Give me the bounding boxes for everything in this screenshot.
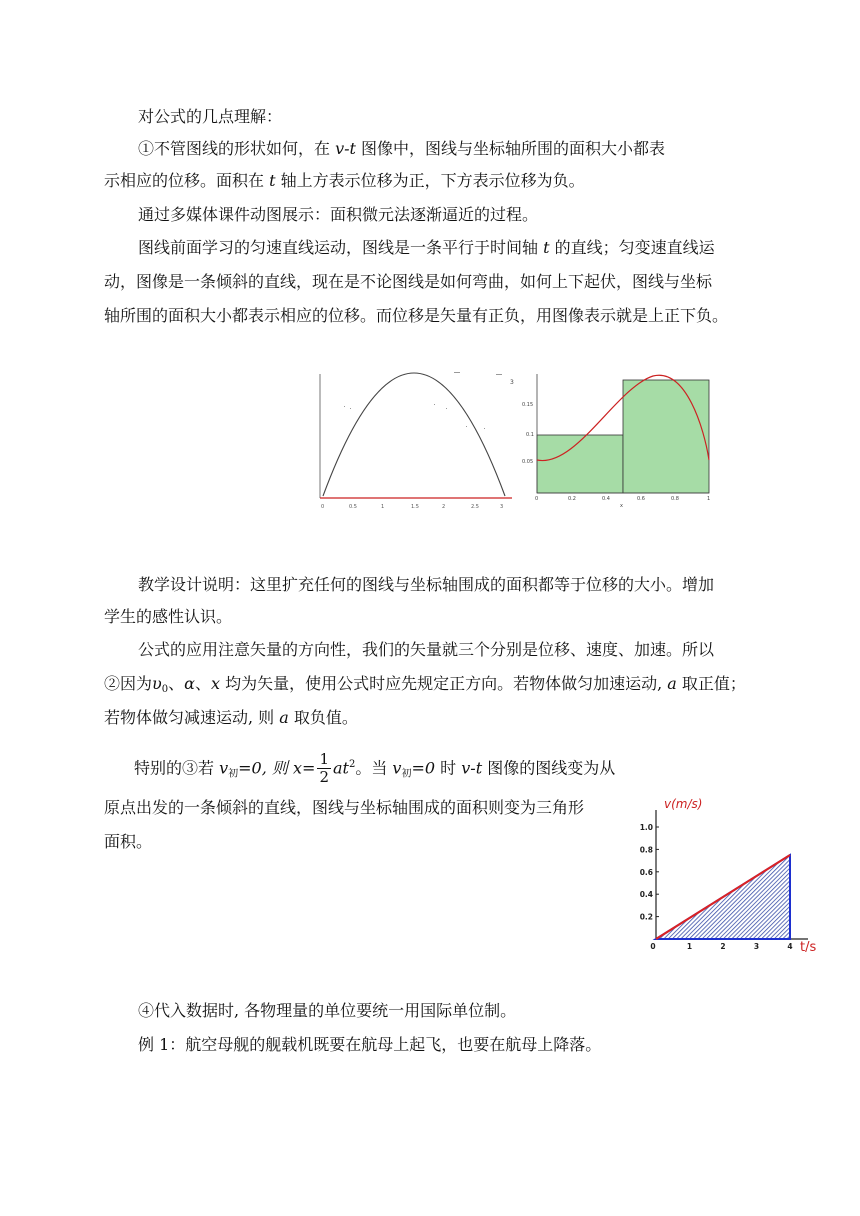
tick-label: 3	[500, 504, 504, 510]
text: 取正值；	[676, 674, 746, 693]
text: 动，图像是一条倾斜的直线，现在是不论图线是如何弯曲，如何上下起伏，图线与坐标	[104, 272, 713, 291]
right-fig-x-ticks	[535, 496, 710, 502]
t-symbol: t	[543, 238, 550, 257]
text: 、	[168, 674, 185, 693]
tick-label: 0	[321, 504, 325, 510]
alpha-symbol: α	[184, 674, 195, 693]
tick-label: 0.05	[522, 459, 534, 465]
text: 、	[194, 674, 211, 693]
paragraph-heading	[138, 107, 282, 127]
tick-label: 2	[442, 504, 446, 510]
subscript: 初	[401, 768, 412, 780]
subscript: 初	[228, 768, 239, 780]
y-tick-label: 0.8	[639, 845, 653, 855]
text: 图线前面学习的匀速直线运动，图线是一条平行于时间轴	[138, 238, 544, 257]
text: 轴上方表示位移为正，下方表示位移为负。	[275, 171, 585, 190]
x-tick-label: 2	[720, 942, 726, 951]
x-tick-label: 3	[753, 942, 760, 951]
t-symbol: t	[269, 171, 276, 190]
text: =0	[411, 758, 436, 778]
vt-symbol: v-t	[461, 758, 483, 778]
text: 取负值。	[288, 708, 358, 727]
paragraph-4-line-1	[138, 575, 714, 595]
vt-chart-marks	[656, 855, 790, 939]
text: =	[302, 758, 316, 778]
text: 轴所围的面积大小都表示相应的位移。而位移是矢量有正负，用图像表示就是上正下负。	[104, 306, 729, 325]
left-fig-dots	[344, 372, 502, 429]
y-axis-label: v(m/s)	[664, 797, 703, 811]
paragraph-3-line-3	[104, 306, 728, 326]
text: 均为矢量，使用公式时应先规定正方向。若物体做匀加速运动,	[220, 674, 668, 693]
v-symbol: v	[219, 758, 229, 778]
a-symbol: a	[667, 674, 677, 693]
y-tick-label: 0.2	[639, 912, 653, 922]
paragraph-6-line-3	[104, 832, 152, 852]
x-axis-label: t/s	[800, 940, 817, 955]
text: 图像的图线变为从	[482, 758, 616, 778]
fraction	[317, 751, 331, 786]
v-symbol: υ	[152, 674, 162, 693]
text: ②因为	[104, 674, 153, 693]
paragraph-7	[138, 1001, 516, 1021]
tick-label: 0	[535, 496, 539, 502]
text: 示相应的位移。面积在	[104, 171, 270, 190]
subscript: 0	[161, 684, 169, 695]
text: ①不管图线的形状如何，在	[138, 139, 336, 158]
tick-label: 0.6	[637, 496, 645, 502]
right-fig-y-ticks	[522, 402, 534, 465]
v-symbol: v	[392, 758, 402, 778]
denominator: 2	[319, 768, 329, 787]
vt-chart	[630, 794, 822, 958]
y-tick-label: 1.0	[639, 823, 653, 832]
x-symbol: x	[210, 674, 220, 693]
text: 时	[435, 758, 462, 778]
text: 教学设计说明：这里扩充任何的图线与坐标轴围成的面积都等于位移的大小。增加	[138, 575, 715, 594]
tick-label: 0.8	[671, 496, 679, 502]
left-fig-x-ticks	[321, 504, 503, 510]
tick-label: 0.2	[568, 496, 576, 502]
tick-label: 1.5	[411, 504, 419, 510]
paragraph-3-line-2	[104, 272, 712, 292]
y-tick-label: 0.4	[639, 890, 653, 900]
text: 若物体做匀减速运动, 则	[104, 708, 280, 727]
x-axis-label: x	[620, 503, 623, 509]
paragraph-2	[138, 205, 538, 225]
text: 学生的感性认识。	[104, 607, 233, 626]
heading-text: 对公式的几点理解：	[138, 107, 283, 126]
tick-label: 0.5	[349, 504, 357, 510]
text: =0, 则	[238, 758, 293, 778]
tick-label: 1	[707, 496, 711, 502]
tick-label: 0.4	[602, 496, 610, 502]
paragraph-6-line-2	[104, 798, 584, 818]
tick-label: 0.1	[526, 432, 534, 438]
paragraph-5-line-2	[104, 674, 746, 700]
y-tick-label: 0.6	[639, 867, 653, 877]
text: 例 1：航空母舰的舰载机既要在航母上起飞，也要在航母上降落。	[138, 1035, 602, 1054]
x-tick-label: 0	[650, 942, 656, 951]
paragraph-3-line-1	[138, 238, 715, 258]
text: 面积。	[104, 832, 153, 851]
tick-label: 1	[381, 504, 385, 510]
paragraph-5-line-1	[138, 640, 714, 660]
paragraph-6-line-1	[134, 748, 615, 791]
superscript: 2	[348, 759, 356, 770]
tick-label: 0.15	[522, 402, 534, 408]
parabola-figure	[316, 368, 522, 514]
paragraph-1-line-2	[104, 171, 585, 191]
paragraph-1-line-1	[138, 139, 665, 159]
tick-label: 2.5	[471, 504, 479, 510]
text: 通过多媒体课件动图展示：面积微元法逐渐逼近的过程。	[138, 205, 539, 224]
a-symbol: a	[279, 708, 289, 727]
paragraph-8	[138, 1035, 601, 1055]
rect-left	[537, 435, 623, 493]
text: 。当	[355, 758, 393, 778]
text: 原点出发的一条倾斜的直线，图线与坐标轴围成的面积则变为三角形	[104, 798, 585, 817]
x-tick-label: 4	[787, 942, 793, 951]
rect-right	[623, 380, 709, 493]
vt-symbol: v-t	[335, 139, 356, 158]
text: 的直线；匀变速直线运	[549, 238, 715, 257]
x-tick-label: 1	[686, 942, 693, 951]
paragraph-4-line-2	[104, 607, 232, 627]
text: ④代入数据时, 各物理量的单位要统一用国际单位制。	[138, 1001, 517, 1020]
numerator: 1	[319, 750, 329, 769]
text: 特别的③若	[134, 758, 220, 778]
rectangle-approximation-figure	[506, 368, 716, 514]
text: 公式的应用注意矢量的方向性，我们的矢量就三个分别是位移、速度、加速。所以	[138, 640, 715, 659]
corner-label: 3	[510, 379, 514, 386]
paragraph-5-line-3	[104, 708, 358, 728]
parabola-curve	[323, 373, 505, 496]
x-symbol: x	[293, 758, 303, 778]
text: 图像中，图线与坐标轴所围的面积大小都表	[355, 139, 666, 158]
at-symbol: at	[332, 758, 349, 778]
